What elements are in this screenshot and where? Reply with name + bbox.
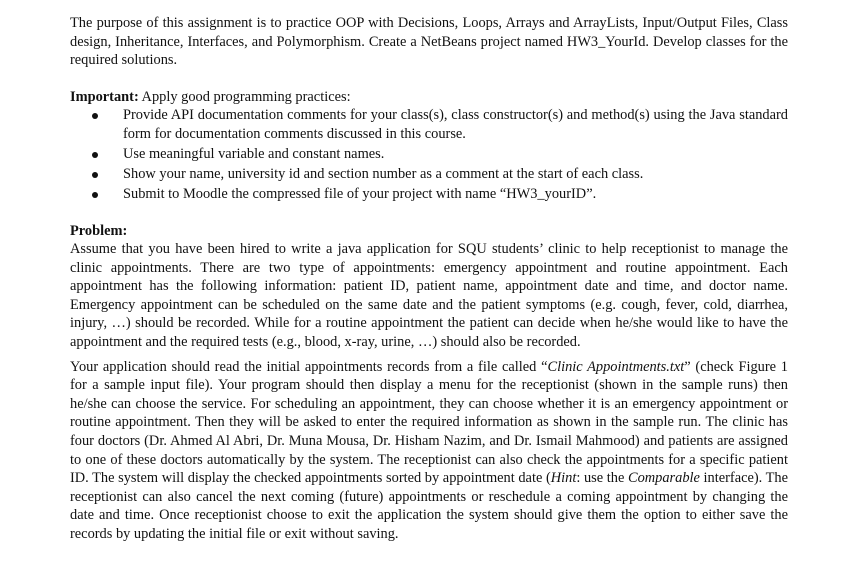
important-lead: Apply good programming practices:: [138, 88, 351, 105]
list-item-text: Provide API documentation comments for your class(s), class constructor(s) and method(s) using the Java standard form for documentation comments discussed in this course.: [123, 107, 788, 142]
list-item: [123, 145, 788, 164]
p2-text-c: : use the: [576, 470, 628, 487]
assignment-document: [70, 14, 788, 544]
hint-label: Hint: [550, 470, 577, 487]
bullet-icon: [92, 152, 98, 158]
problem-paragraph-1: Assume that you have been hired to write a java application for SQU students’ clinic to help receptionist to manage the clinic appointments. There are two type of appointments: emergency appointment and routine appointment. Each appointment has the following information: patient ID, patient name, appointment date and time, and doctor name. Emergency appointment can be scheduled on the same date and the patient symptoms (e.g. cough, fever, cold, diarrhea, injury, …) should be recorded. While for a routine appointment the patient can decide when he/she would like to have the appointment and the required tests (e.g., blood, x-ray, urine, …) should also be recorded.: [70, 241, 788, 351]
list-item-text: Submit to Moodle the compressed file of your project with name “HW3_yourID”.: [123, 185, 597, 202]
intro-paragraph: The purpose of this assignment is to practice OOP with Decisions, Loops, Arrays and ArrayLists, Input/Output Files, Class design, Inheritance, Interfaces, and Polymorphism. Create a NetBeans project named HW3_YourId. Develop classes for the required solutions.: [70, 15, 788, 69]
problem-heading-label: Problem:: [70, 222, 128, 239]
list-item: [123, 185, 788, 204]
bullet-icon: [92, 113, 98, 119]
important-paragraph: [70, 88, 788, 107]
p2-text-b: ” (check Figure 1 for a sample input file). Your program should then display a menu for the receptionist (shown in the sample runs) then he/she can choose the service. For scheduling an appointment, they can choose whether it is an emergency appointment or routine appointment. Then they will be asked to enter the required information as shown in the sample run. The clinic has four doctors (Dr. Ahmed Al Abri, Dr. Muna Mousa, Dr. Hisham Nazim, and Dr. Ismail Mahmood) and patients are assigned to one of these doctors automatically by the system. The receptionist can also check the appointments for a specific patient ID. The system will display the checked appointments sorted by appointment date (: [70, 358, 788, 487]
bullet-icon: [92, 192, 98, 198]
list-item-text: Use meaningful variable and constant names.: [123, 145, 385, 162]
bullet-icon: [92, 172, 98, 178]
list-item-text: Show your name, university id and section number as a comment at the start of each class.: [123, 165, 644, 182]
p2-text-a: Your application should read the initial appointments records from a file called “: [70, 358, 548, 375]
list-item: [123, 106, 788, 143]
practices-list: [70, 106, 788, 203]
important-label: Important:: [70, 88, 139, 105]
input-file-name: Clinic Appointments.txt: [547, 358, 685, 375]
problem-heading: [70, 222, 788, 241]
comparable-term: Comparable: [627, 470, 700, 487]
list-item: [123, 165, 788, 184]
problem-paragraph-2: [70, 358, 788, 544]
p2-text-d: interface). The receptionist can also cancel the next coming (future) appointments or reschedule a coming appointment by changing the date and time. Once receptionist choose to exit the application the system should give them the option to either save the records by updating the initial file or exit without saving.: [70, 470, 788, 543]
